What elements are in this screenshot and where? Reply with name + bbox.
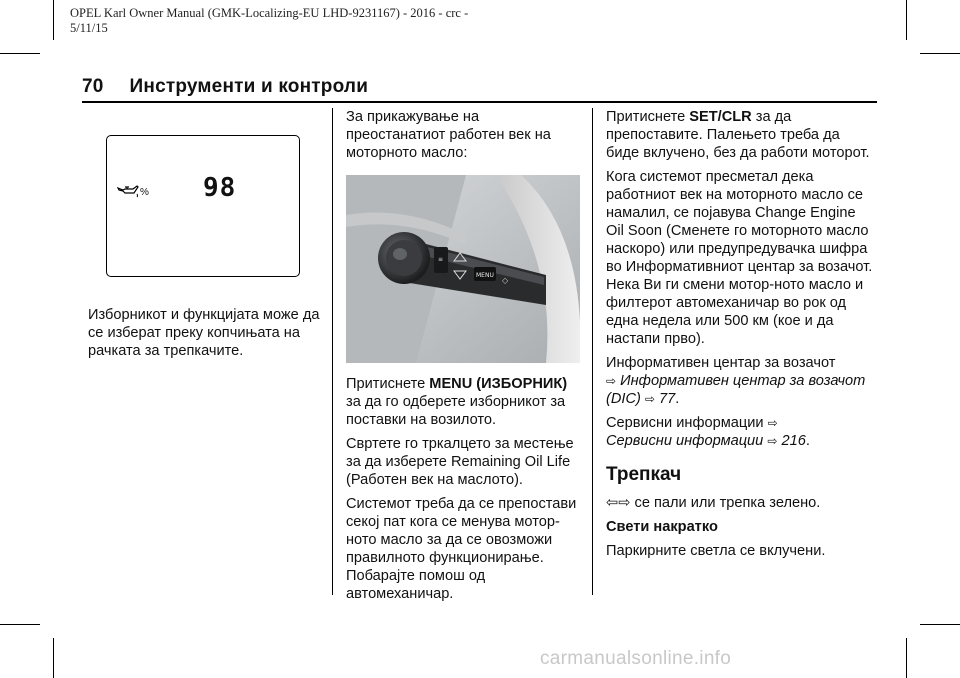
arrow-right-icon: ⇨ [767, 416, 778, 430]
crop-mark [53, 638, 54, 678]
menu-suffix: за да го одберете изборникот за поставки на возилото. [346, 394, 566, 428]
svg-text:≡: ≡ [438, 256, 444, 263]
watermark: carmanualsonline.info [540, 648, 732, 669]
print-header-line: OPEL Karl Owner Manual (GMK-Localizing-EU LHD-9231167) - 2016 - crc - [70, 6, 469, 20]
service-page-link[interactable]: 216 [781, 433, 806, 449]
oil-life-display-figure [106, 135, 300, 277]
service-end: . [805, 433, 810, 449]
percent-icon: % [140, 187, 149, 198]
arrow-right-icon: ⇨ [767, 434, 778, 448]
column-divider [592, 108, 593, 595]
dic-reference [606, 354, 876, 408]
dic-reference-link[interactable]: Информативен центар за возачот (DIC) [606, 373, 866, 407]
right-column [606, 108, 876, 566]
dic-page-link[interactable]: 77 [659, 391, 676, 407]
crop-mark [0, 53, 40, 54]
menu-bold: MENU (ИЗБОРНИК) [429, 376, 568, 392]
dic-end: . [675, 391, 680, 407]
service-reference-link[interactable]: Сервисни информации [606, 433, 764, 449]
turn-signal-stalk-photo [346, 175, 580, 363]
print-header [70, 6, 468, 36]
indicator-paragraph [606, 494, 876, 512]
crop-mark [920, 53, 960, 54]
crop-mark [906, 0, 907, 40]
column-divider [332, 108, 333, 595]
crop-mark [920, 624, 960, 625]
reset-paragraph: Системот треба да се препостави секој пат кога се менува мотор-ното масло за да се овозможи правилното функционирање. Побарајте помош од автомеханичар. [346, 496, 577, 602]
page-title-text: Инструменти и контроли [129, 76, 369, 97]
section-title: Трепкач [606, 464, 682, 485]
crop-mark [906, 638, 907, 678]
subheading: Свети накратко [606, 519, 718, 535]
intro-paragraph: За прикажување на преостанатиот работен век на моторното масло: [346, 109, 551, 161]
menu-paragraph [346, 375, 582, 429]
left-paragraph: Изборникот и функцијата може да се изберат преку копчињата на рачката за трепкачите. [88, 307, 320, 359]
setclr-suffix: за да препоставите. Палењето треба да биде вклучено, без да работи моторот. [606, 109, 870, 161]
crop-mark [0, 624, 40, 625]
menu-prefix: Притиснете [346, 376, 430, 392]
service-reference [606, 414, 876, 450]
oil-life-value: 98 [203, 173, 237, 203]
arrow-right-icon: ⇨ [644, 392, 655, 406]
service-reference-text: Сервисни информации [606, 415, 764, 431]
setclr-bold: SET/CLR [689, 109, 752, 125]
page-title [82, 76, 368, 98]
print-header-date: 5/11/15 [70, 21, 108, 35]
heading-rule [82, 101, 877, 103]
oil-can-icon [117, 184, 139, 198]
thumbwheel-paragraph: Свртете го тркалцето за местење за да изберете Remaining Oil Life (Работен век на маслото). [346, 436, 574, 488]
crop-mark [53, 0, 54, 40]
svg-text:◇: ◇ [502, 276, 509, 285]
setclr-prefix: Притиснете [606, 109, 690, 125]
middle-column [346, 108, 582, 609]
page-number: 70 [82, 76, 104, 97]
turn-signal-icon: ⇦⇨ [606, 495, 631, 511]
menu-button-label: MENU [476, 272, 494, 279]
arrow-right-icon: ⇨ [606, 374, 617, 388]
parking-paragraph: Паркирните светла се вклучени. [606, 543, 826, 559]
indicator-text: се пали или трепка зелено. [630, 495, 821, 511]
warning-paragraph: Кога системот пресметал дека работниот век на моторното масло се намалил, се појавува Change Engine Oil Soon (Сменете го моторното масло наскоро) или предупредувачка шифра во Информативниот центар за возачот. Нека Ви ги смени мотор-ното масло и филтерот автомеханичар во рок од една недела или 500 км (кое и да настапи прво). [606, 169, 873, 347]
setclr-paragraph [606, 108, 876, 162]
dic-reference-text: Информативен центар за возачот [606, 355, 836, 371]
